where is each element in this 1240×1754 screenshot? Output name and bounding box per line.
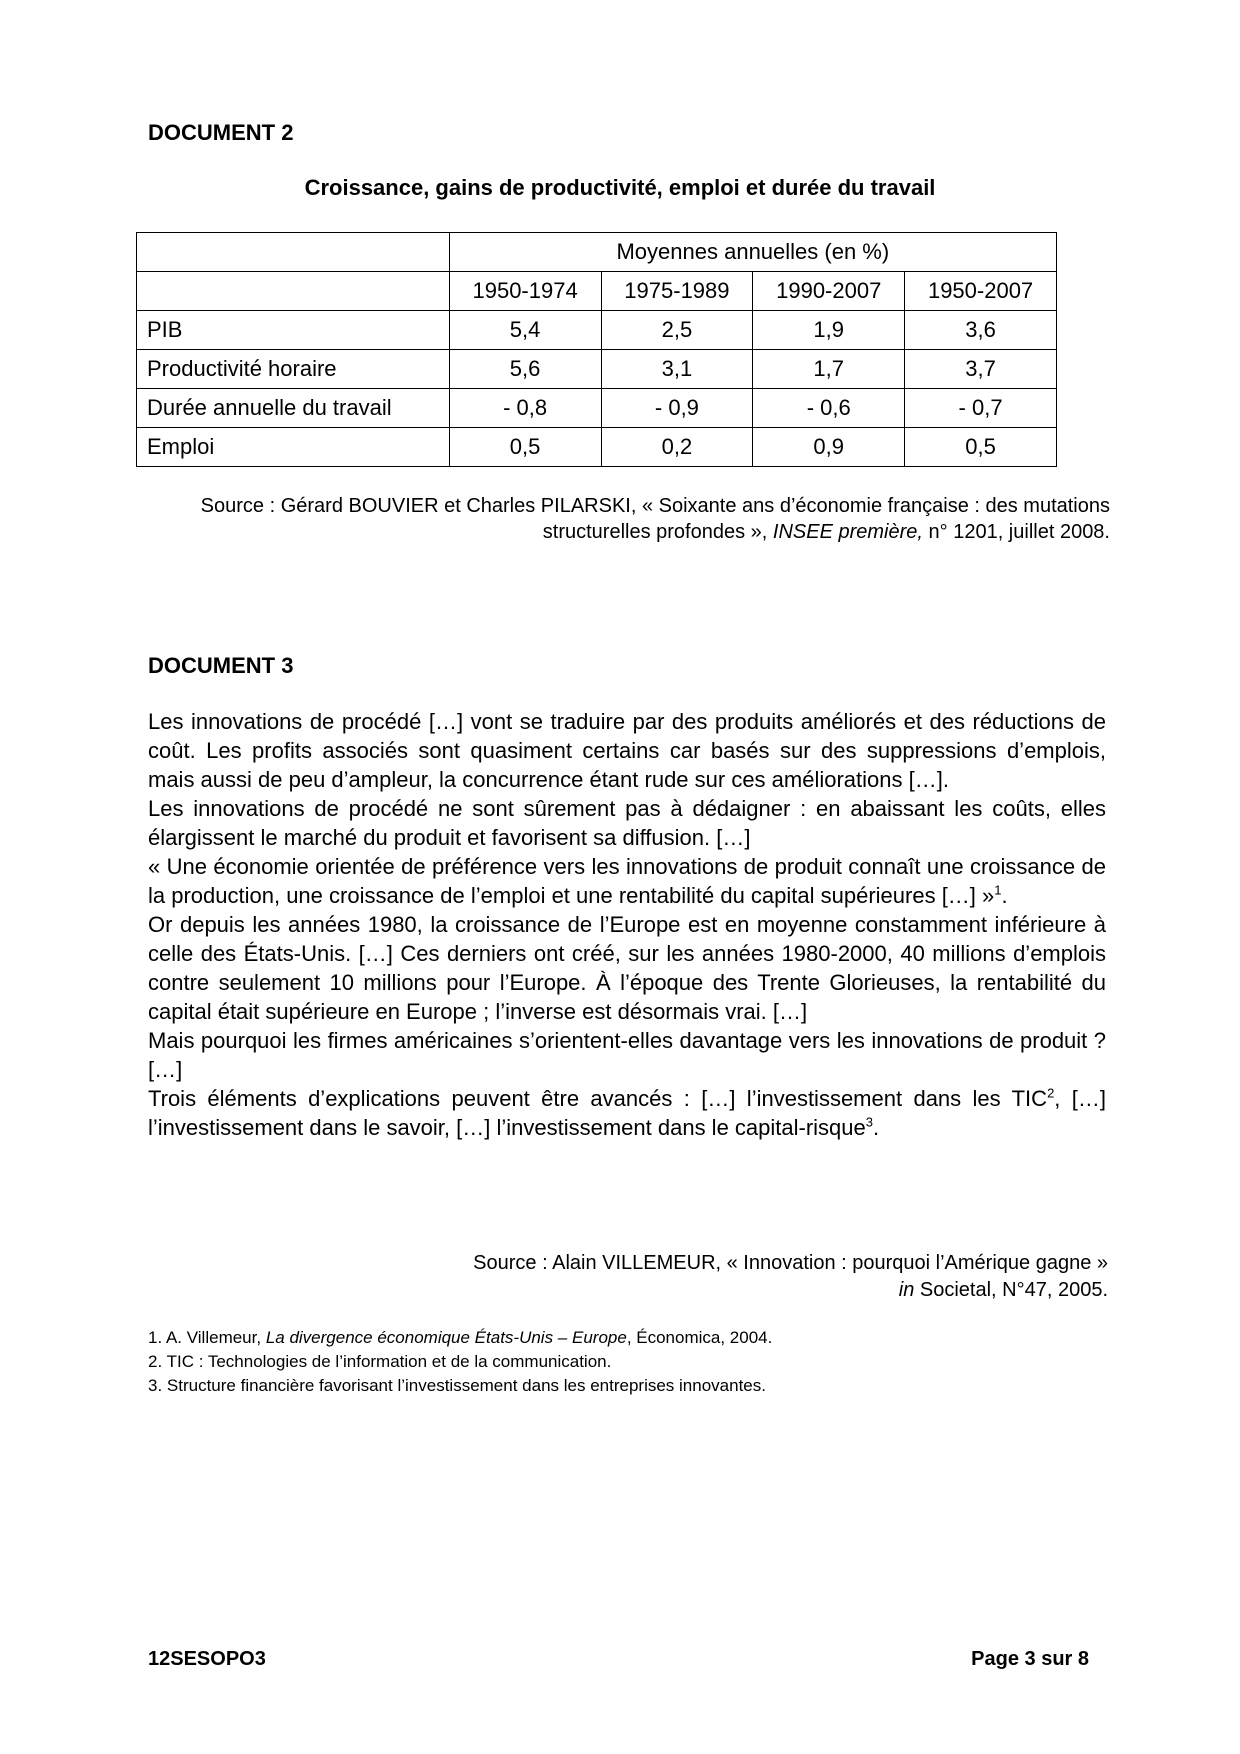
table-title: Croissance, gains de productivité, emploi et durée du travail	[304, 175, 936, 200]
table-cell: 3,1	[601, 350, 753, 389]
footnote-text: , Économica, 2004.	[626, 1328, 773, 1347]
table-cell: 5,4	[449, 311, 601, 350]
footer-page-number: Page 3 sur 8	[971, 1648, 1089, 1670]
paragraph	[148, 852, 1106, 910]
source-publication: INSEE première,	[772, 521, 923, 543]
footnotes	[148, 1326, 772, 1398]
row-label: Productivité horaire	[137, 350, 450, 389]
table-cell: - 0,9	[601, 389, 753, 428]
empty-corner-cell	[137, 272, 450, 311]
row-label: Emploi	[137, 428, 450, 467]
period-header: 1990-2007	[753, 272, 905, 311]
table-cell: 3,7	[905, 350, 1057, 389]
row-label: PIB	[137, 311, 450, 350]
source-in: in	[898, 1279, 915, 1301]
paragraph-text: Trois éléments d’explications peuvent être avancés : […] l’investissement dans les TIC	[148, 1086, 1048, 1111]
quote-text: « Une économie orientée de préférence vers les innovations de produit connaît une croissance de la production, une croissance de l’emploi et une rentabilité du capital supérieures […] »	[148, 854, 1106, 908]
footnote-ref: 1	[994, 882, 1002, 898]
document-2-heading: DOCUMENT 2	[148, 120, 294, 145]
paragraph: Les innovations de procédé ne sont sûrement pas à dédaigner : en abaissant les coûts, elles élargissent le marché du produit et favorisent sa diffusion. […]	[148, 796, 1106, 850]
source-text-end: n° 1201, juillet 2008.	[922, 521, 1110, 543]
paragraph: Mais pourquoi les firmes américaines s’orientent-elles davantage vers les innovations de produit ? […]	[148, 1028, 1106, 1082]
document-3-body	[148, 707, 1106, 1142]
footnote: 2. TIC : Technologies de l’information et de la communication.	[148, 1352, 612, 1371]
footnote-text: 1. A. Villemeur,	[148, 1328, 266, 1347]
source-text: Source : Gérard BOUVIER et Charles PILARSKI, « Soixante ans d’économie française : des mutations structurelles profondes »,	[200, 495, 1110, 543]
period-header: 1950-2007	[905, 272, 1057, 311]
table-cell: 3,6	[905, 311, 1057, 350]
period-header: 1950-1974	[449, 272, 601, 311]
table-cell: 5,6	[449, 350, 601, 389]
paragraph	[148, 1084, 1106, 1142]
data-table	[136, 232, 1057, 467]
table-row	[137, 311, 1057, 350]
document-3-heading: DOCUMENT 3	[148, 653, 294, 678]
row-label: Durée annuelle du travail	[137, 389, 450, 428]
paragraph: Or depuis les années 1980, la croissance de l’Europe est en moyenne constamment inférieure à celle des États-Unis. […] Ces derniers ont créé, sur les années 1980-2000, 40 millions d’emplois contre seulement 10 millions pour l’Europe. À l’époque des Trente Glorieuses, la rentabilité du capital était supérieure en Europe ; l’inverse est désormais vrai. […]	[148, 912, 1106, 1024]
footnote-title: La divergence économique États-Unis – Europe	[265, 1328, 627, 1347]
table-cell: 2,5	[601, 311, 753, 350]
table-cell: - 0,8	[449, 389, 601, 428]
table-cell: 0,9	[753, 428, 905, 467]
paragraph-text: , […] l’investissement dans le savoir, […] l’investissement dans le capital-risque	[148, 1086, 1106, 1140]
table-period-row	[137, 272, 1057, 311]
punctuation: .	[1001, 883, 1008, 908]
table-group-header-row	[137, 233, 1057, 272]
empty-corner-cell	[137, 233, 450, 272]
document-3-source	[160, 1250, 1108, 1304]
punctuation: .	[873, 1115, 880, 1140]
period-header: 1975-1989	[601, 272, 753, 311]
table-cell: 0,5	[905, 428, 1057, 467]
footnote-ref: 3	[865, 1114, 873, 1130]
table-cell: 1,9	[753, 311, 905, 350]
table-cell: 1,7	[753, 350, 905, 389]
source-publication: Societal, N°47, 2005.	[914, 1279, 1108, 1301]
table-row	[137, 350, 1057, 389]
group-header-cell: Moyennes annuelles (en %)	[449, 233, 1056, 272]
table-cell: 0,2	[601, 428, 753, 467]
footer-code: 12SESOPO3	[148, 1648, 266, 1670]
footnote: 3. Structure financière favorisant l’investissement dans les entreprises innovantes.	[148, 1376, 766, 1395]
document-2-source	[160, 493, 1110, 545]
paragraph: Les innovations de procédé […] vont se traduire par des produits améliorés et des réductions de coût. Les profits associés sont quasiment certains car basés sur des suppressions d’emplois, mais aussi de peu d’ampleur, la concurrence étant rude sur ces améliorations […].	[148, 709, 1106, 792]
table-cell: 0,5	[449, 428, 601, 467]
table-row	[137, 389, 1057, 428]
footnote-ref: 2	[1047, 1085, 1055, 1101]
table-cell: - 0,7	[905, 389, 1057, 428]
table-row	[137, 428, 1057, 467]
source-line: Source : Alain VILLEMEUR, « Innovation : pourquoi l’Amérique gagne »	[473, 1252, 1108, 1274]
source-line	[160, 1277, 1108, 1304]
table-cell: - 0,6	[753, 389, 905, 428]
footnote	[148, 1326, 772, 1350]
